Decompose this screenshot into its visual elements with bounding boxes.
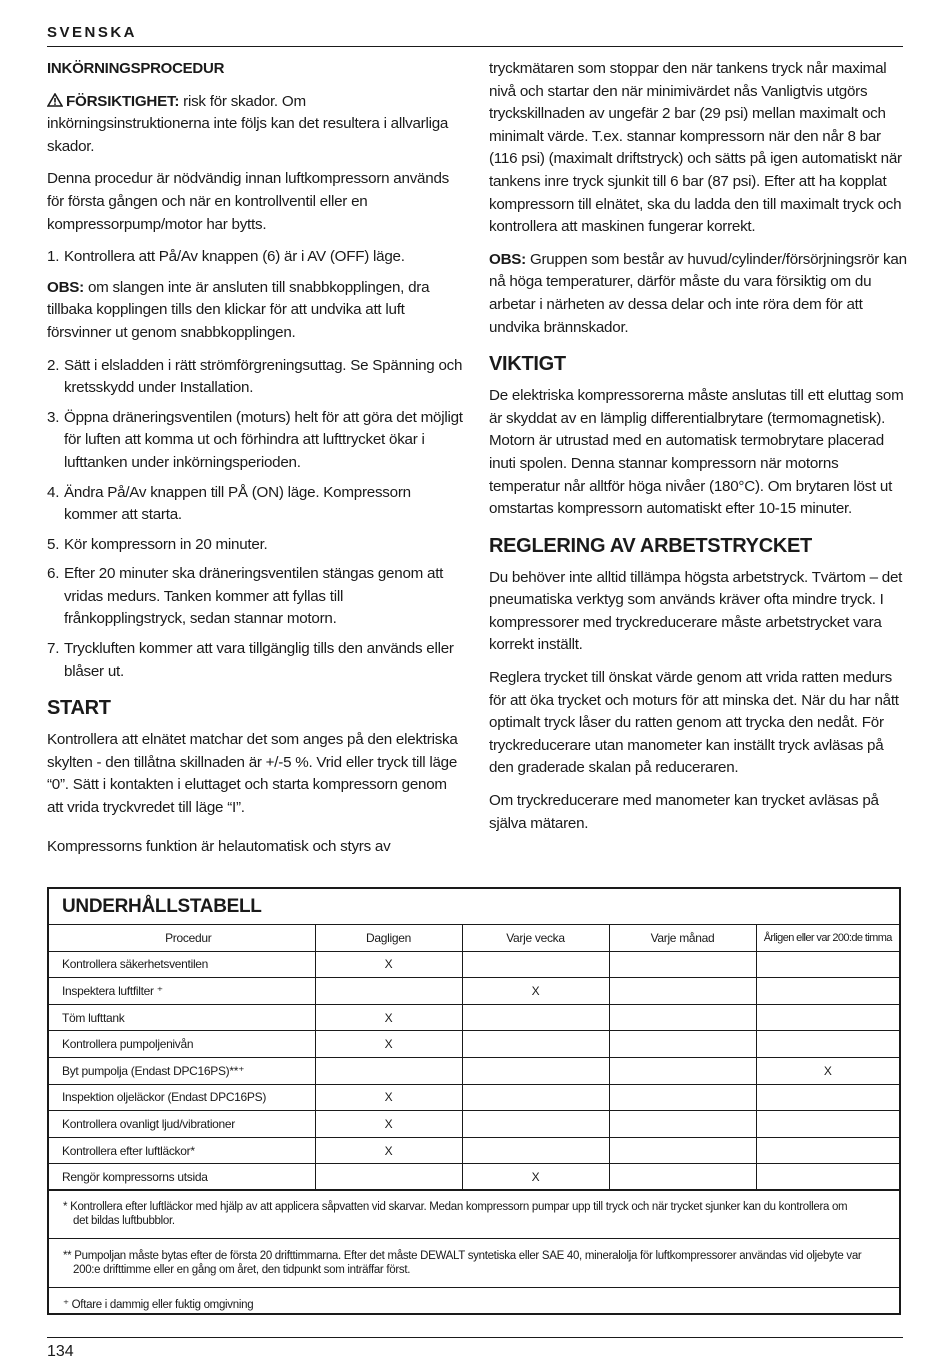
- schedule-cell: [609, 1137, 756, 1164]
- schedule-cell: [462, 1004, 609, 1031]
- schedule-cell: [756, 1137, 899, 1164]
- step-item: 2. Sätt i elsladden i rätt strömförgreningsuttag. Se Spänning och kretsskydd under Installation.: [47, 356, 463, 397]
- table-row: [49, 1031, 899, 1058]
- step-item: 7. Tryckluften kommer att vara tillgänglig tills den används eller blåser ut.: [47, 640, 454, 680]
- step-list: [47, 355, 465, 684]
- schedule-cell: [462, 1057, 609, 1084]
- procedure-cell: Kontrollera efter luftläckor*: [49, 1137, 315, 1164]
- language-label: SVENSKA: [47, 24, 138, 41]
- step-item: 3. Öppna dräneringsventilen (moturs) helt för att göra det möjligt för luften att komma ut och förhindra att lufttrycket ökar i lufttanken under inkörningsperioden.: [47, 408, 463, 471]
- table-row: [49, 1084, 899, 1111]
- maintenance-table-box: [47, 887, 901, 1315]
- start-heading: START: [47, 697, 111, 720]
- reglering-paragraph-2: Reglera trycket till önskat värde genom att vrida ratten medurs för att öka trycket och moturs för att minska det. När du har nått optimalt tryck låser du ratten genom att trycka den nedåt. För tryckreducerare utan manometer kan inställt tryck avläsas på den graderade skalan på reduceraren.: [489, 669, 899, 777]
- step-item: 1. Kontrollera att På/Av knappen (6) är i AV (OFF) läge.: [47, 248, 405, 266]
- viktigt-heading: VIKTIGT: [489, 353, 566, 376]
- table-row: [49, 978, 899, 1005]
- schedule-cell: [609, 1164, 756, 1191]
- schedule-cell: [462, 1137, 609, 1164]
- schedule-cell: X: [315, 1084, 462, 1111]
- reglering-paragraph-3: Om tryckreducerare med manometer kan trycket avläsas på själva mätaren.: [489, 792, 879, 832]
- reglering-heading: REGLERING AV ARBETSTRYCKET: [489, 534, 812, 557]
- schedule-cell: X: [315, 951, 462, 978]
- procedure-cell: Inspektion oljeläckor (Endast DPC16PS): [49, 1084, 315, 1111]
- caution-paragraph: [47, 91, 465, 159]
- schedule-cell: X: [315, 1004, 462, 1031]
- schedule-cell: [756, 1164, 899, 1191]
- table-notes: [49, 1189, 899, 1322]
- caution-label: FÖRSIKTIGHET:: [66, 92, 180, 110]
- obs-text: Gruppen som består av huvud/cylinder/försörjningsrör kan nå höga temperaturer, därför måste du vara försiktig om du arbetar i närheten av dessa delar och inte röra dem för att undvika brännskador.: [489, 250, 907, 336]
- obs-paragraph-right: [489, 249, 907, 339]
- table-row: [49, 1057, 899, 1084]
- column-header: Årligen eller var 200:de timma: [756, 925, 899, 952]
- schedule-cell: X: [315, 1031, 462, 1058]
- schedule-cell: [756, 1084, 899, 1111]
- procedure-cell: Kontrollera säkerhetsventilen: [49, 951, 315, 978]
- schedule-cell: [462, 1111, 609, 1138]
- step-item: 4. Ändra På/Av knappen till PÅ (ON) läge. Kompressorn kommer att starta.: [47, 483, 411, 524]
- step-item: 6. Efter 20 minuter ska dräneringsventilen stängas genom att vridas medurs. Tanken kommer att fyllas till frånkopplingstryck, sedan stannar motorn.: [47, 565, 444, 628]
- schedule-cell: X: [315, 1111, 462, 1138]
- procedure-cell: Inspektera luftfilter ⁺: [49, 978, 315, 1005]
- footer-rule: [47, 1337, 903, 1338]
- schedule-cell: X: [462, 1164, 609, 1191]
- procedure-cell: Kontrollera pumpoljenivån: [49, 1031, 315, 1058]
- procedure-cell: Byt pumpolja (Endast DPC16PS)**⁺: [49, 1057, 315, 1084]
- continued-paragraph: tryckmätaren som stoppar den när tankens tryck når maximal nivå och startar den när minimivärdet nås Vanligtvis utgörs tryckskillnaden av ungefär 2 bar (29 psi) mellan maximalt och minimalt värde. T.ex. stannar kompressorn när den når 8 bar (116 psi) (maximalt driftstryck) och sätts på igen automatiskt när tankens inre tryck sjunkit till 6 bar (87 psi). Efter att ha kopplat kompressorn till elnätet, ska du ladda den till maximalt tryck och kontrollera att maskinen fungerar korrekt.: [489, 60, 902, 236]
- obs-text: om slangen inte är ansluten till snabbkopplingen, dra tillbaka kopplingen tills den klickar för att undvika att luft försvinner ut genom snabbkopplingen.: [47, 278, 430, 341]
- footnote: * Kontrollera efter luftläckor med hjälp av att applicera såpvatten vid skarvar. Medan kompressorn pumpar upp till tryck och när trycket sjunker kan du kontrollera om det bildas luftbubblor.: [49, 1189, 899, 1238]
- table-header-row: [49, 925, 899, 952]
- schedule-cell: X: [315, 1137, 462, 1164]
- schedule-cell: [609, 978, 756, 1005]
- obs-paragraph: [47, 277, 465, 345]
- left-column: [47, 58, 465, 868]
- obs-label: OBS:: [489, 250, 526, 268]
- schedule-cell: [462, 1084, 609, 1111]
- column-header: Varje vecka: [462, 925, 609, 952]
- table-row: [49, 1111, 899, 1138]
- maintenance-table: [49, 924, 899, 1191]
- footnote: ** Pumpoljan måste bytas efter de första 20 drifttimmarna. Efter det måste DEWALT syntetiska eller SAE 40, mineralolja för luftkompressorer användas vid oljebyte var 200:e drifttimme eller en gång om året, den tidpunkt som inträffar först.: [49, 1238, 899, 1287]
- step-list-first: [47, 246, 465, 269]
- procedure-cell: Kontrollera ovanligt ljud/vibrationer: [49, 1111, 315, 1138]
- column-header: Dagligen: [315, 925, 462, 952]
- column-header: Varje månad: [609, 925, 756, 952]
- schedule-cell: [609, 1057, 756, 1084]
- schedule-cell: [756, 1031, 899, 1058]
- footnote: ⁺ Oftare i dammig eller fuktig omgivning: [49, 1287, 899, 1322]
- table-row: [49, 951, 899, 978]
- intro-paragraph: Denna procedur är nödvändig innan luftkompressorn används för första gången och när en kontrollventil eller en kompressorpump/motor har bytts.: [47, 170, 449, 233]
- start-paragraph-2: Kompressorns funktion är helautomatisk och styrs av: [47, 837, 391, 855]
- schedule-cell: X: [462, 978, 609, 1005]
- schedule-cell: [609, 1031, 756, 1058]
- schedule-cell: [315, 978, 462, 1005]
- schedule-cell: [756, 1004, 899, 1031]
- table-row: [49, 1004, 899, 1031]
- schedule-cell: [756, 1111, 899, 1138]
- schedule-cell: [462, 951, 609, 978]
- procedure-cell: Töm lufttank: [49, 1004, 315, 1031]
- right-column: [489, 58, 907, 845]
- schedule-cell: [756, 978, 899, 1005]
- table-row: [49, 1164, 899, 1191]
- page-number: 134: [47, 1343, 74, 1360]
- schedule-cell: [315, 1164, 462, 1191]
- step-item: 5. Kör kompressorn in 20 minuter.: [47, 535, 268, 553]
- schedule-cell: [315, 1057, 462, 1084]
- run-in-title: INKÖRNINGSPROCEDUR: [47, 60, 225, 77]
- procedure-cell: Rengör kompressorns utsida: [49, 1164, 315, 1191]
- start-paragraph: Kontrollera att elnätet matchar det som anges på den elektriska skylten - den tillåtna skillnaden är +/-5 %. Vrid eller tryck till läge “0”. Sätt i kontakten i eluttaget och starta kompressorn genom att vrida tryckvredet till läge “I”.: [47, 731, 458, 817]
- caution-text: risk för skador. Om inkörningsinstruktionerna inte följs kan det resultera i allvarliga skador.: [47, 92, 449, 155]
- table-row: [49, 1137, 899, 1164]
- header-rule: [47, 46, 903, 47]
- warning-triangle-icon: [47, 93, 63, 107]
- column-header: Procedur: [49, 925, 315, 952]
- obs-label: OBS:: [47, 278, 84, 296]
- schedule-cell: [609, 951, 756, 978]
- viktigt-paragraph: De elektriska kompressorerna måste anslutas till ett eluttag som är skyddat av en lämplig differentialbrytare (termomagnetisk). Motorn är utrustad med en automatisk termobrytare placerad inuti spolen. Denna stannar kompressorn när motorns temperatur når alltför höga nivåer (180°C). Om brytaren löst ut omstartas kompressorn automatiskt efter 10-15 minuter.: [489, 387, 904, 518]
- schedule-cell: [609, 1084, 756, 1111]
- schedule-cell: [756, 951, 899, 978]
- schedule-cell: X: [756, 1057, 899, 1084]
- schedule-cell: [609, 1004, 756, 1031]
- table-title: UNDERHÅLLSTABELL: [62, 896, 262, 917]
- reglering-paragraph-1: Du behöver inte alltid tillämpa högsta arbetstryck. Tvärtom – det pneumatiska verktyg som används kräver ofta mindre tryck. I kompressorer med tryckreducerare måste arbetstrycket vara korrekt inställt.: [489, 568, 903, 654]
- schedule-cell: [462, 1031, 609, 1058]
- schedule-cell: [609, 1111, 756, 1138]
